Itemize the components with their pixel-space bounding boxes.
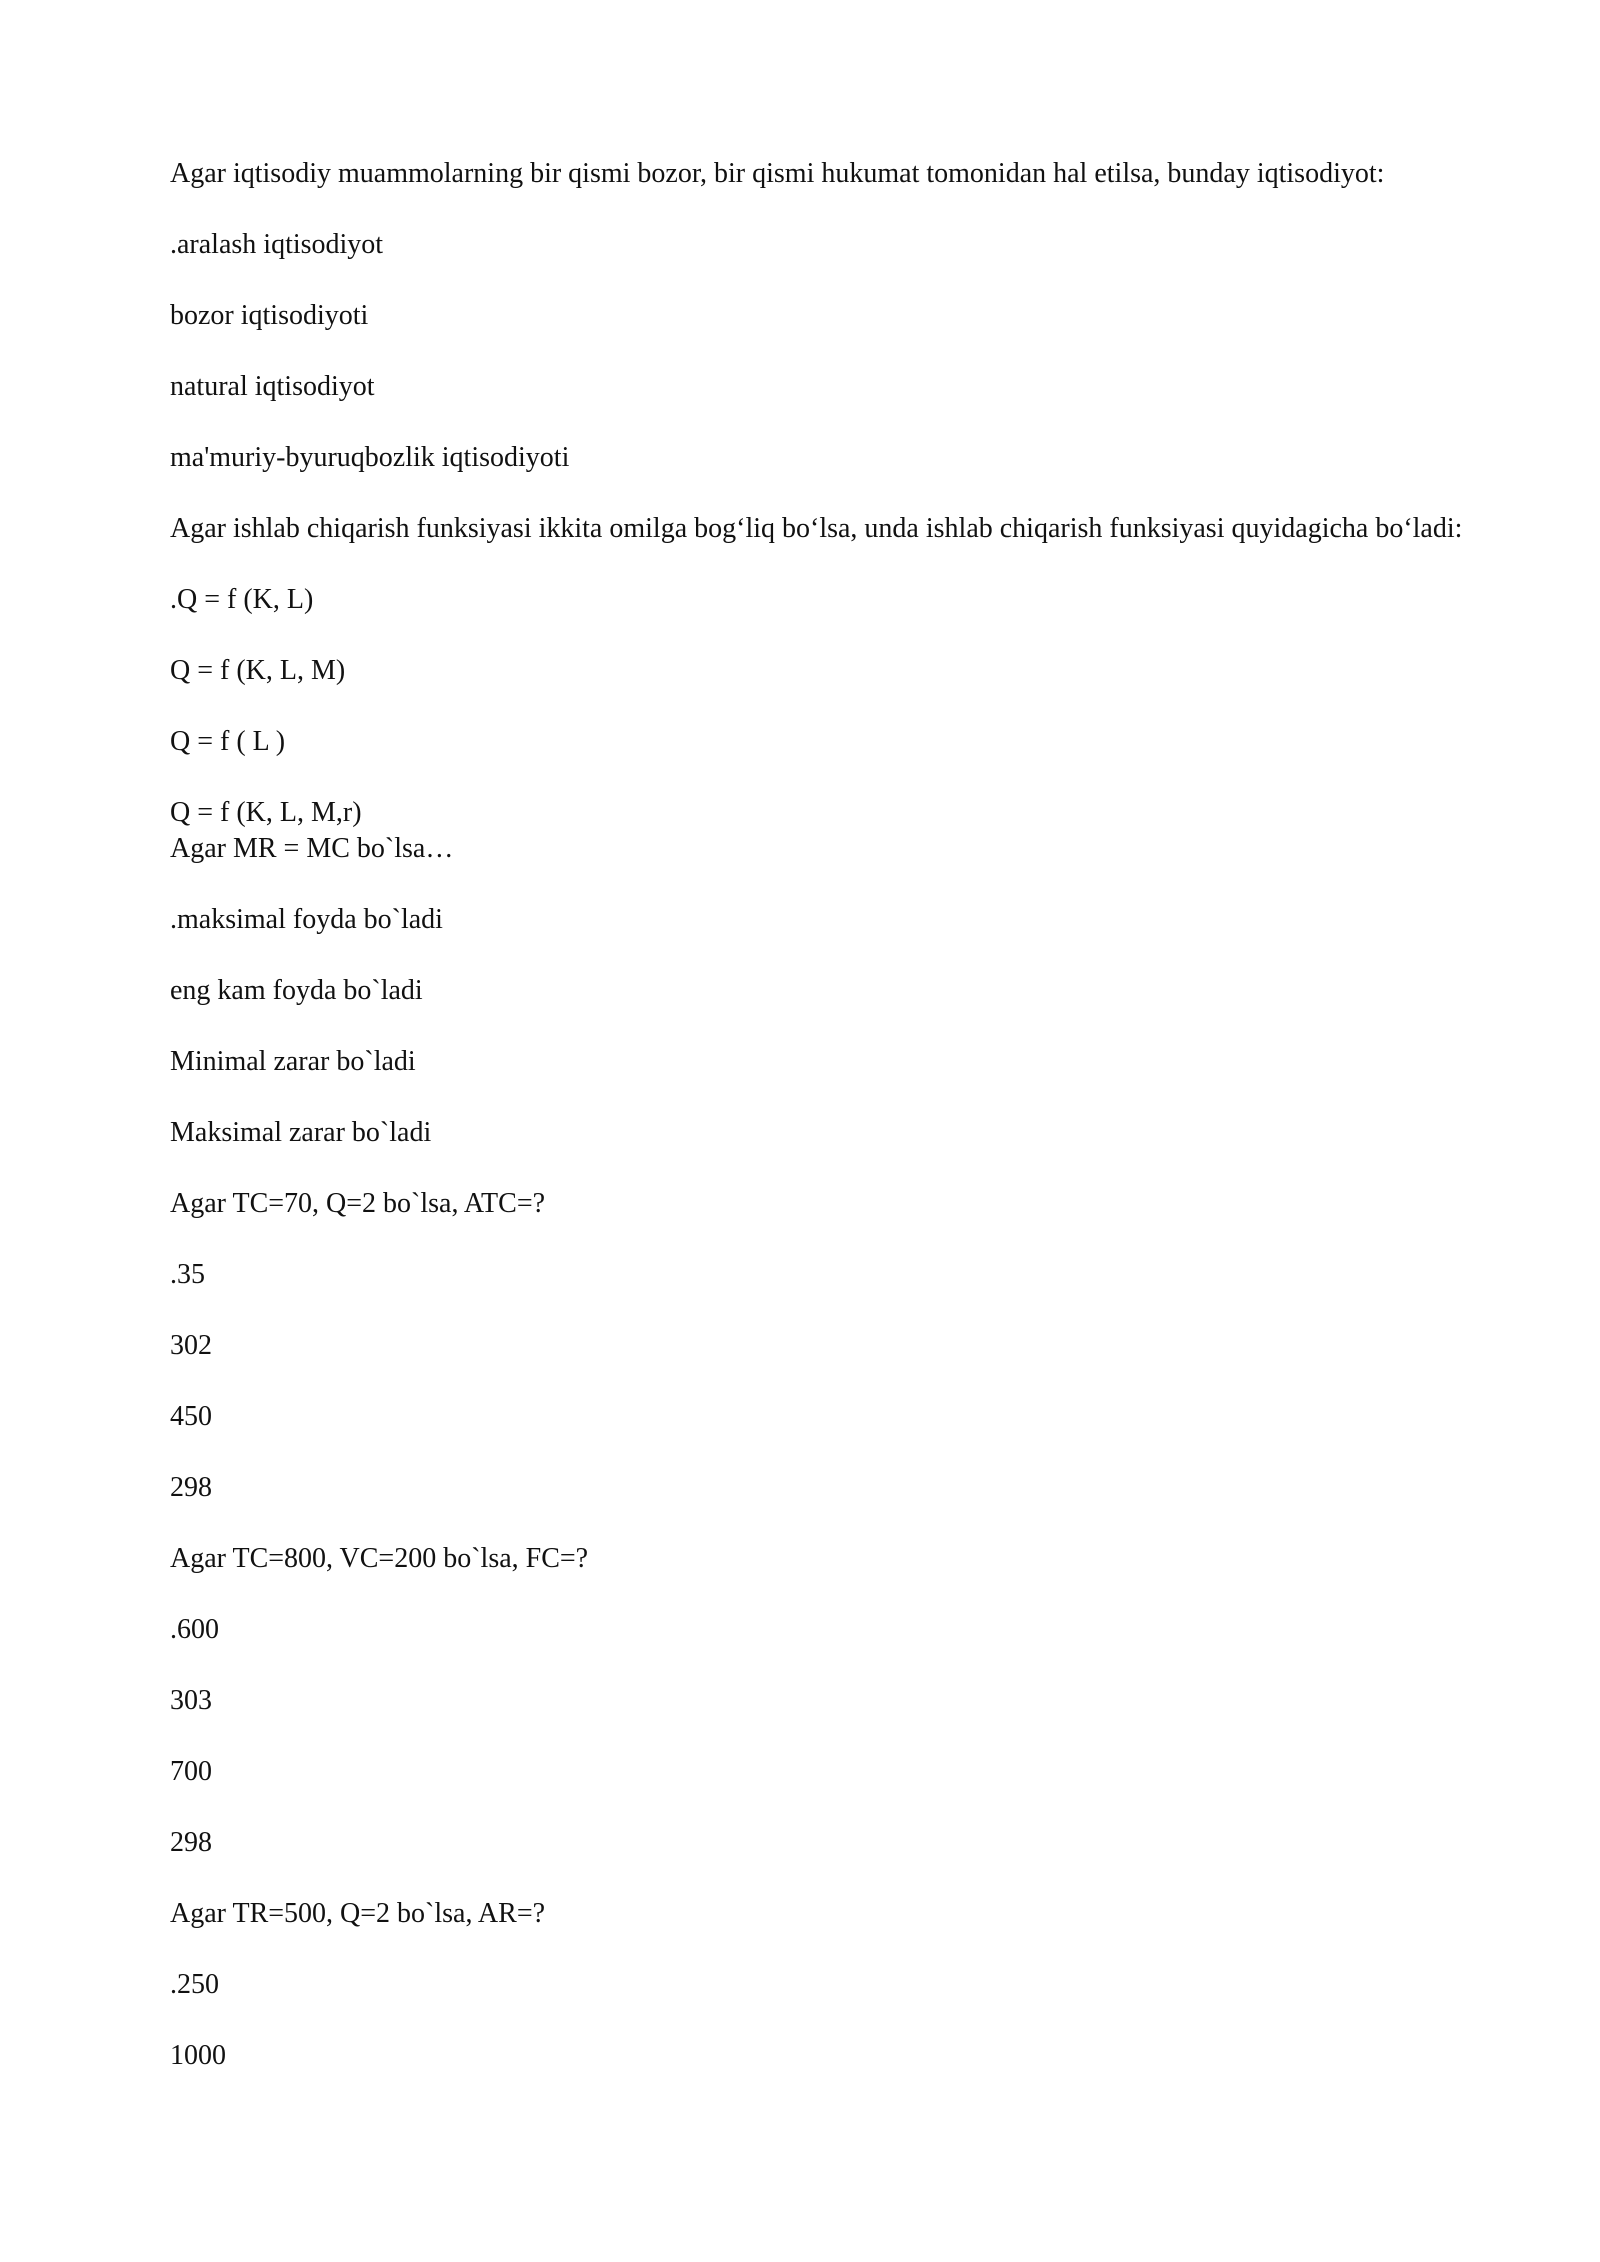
question-3-option-c: Minimal zarar bo`ladi (170, 1046, 416, 1077)
question-1-option-a: .aralash iqtisodiyot (170, 229, 384, 260)
question-1-option-d: ma'muriy-byuruqbozlik iqtisodiyoti (170, 442, 570, 473)
question-1-option-c: natural iqtisodiyot (170, 371, 375, 402)
question-5-option-d: 298 (170, 1827, 212, 1858)
question-3-option-a: .maksimal foyda bo`ladi (170, 904, 443, 935)
question-4-option-b: 302 (170, 1330, 212, 1361)
question-5-option-b: 303 (170, 1685, 212, 1716)
question-5-option-c: 700 (170, 1756, 212, 1787)
document-content (170, 156, 1488, 2074)
question-2-option-d: Q = f (K, L, M,r) (170, 797, 362, 828)
question-3-option-d: Maksimal zarar bo`ladi (170, 1117, 432, 1148)
question-5-text: Agar TC=800, VC=200 bo`lsa, FC=? (170, 1543, 589, 1574)
question-1-text: Agar iqtisodiy muammolarning bir qismi bozor, bir qismi hukumat tomonidan hal etilsa, bunday iqtisodiyot: (170, 158, 1385, 189)
question-3-option-b: eng kam foyda bo`ladi (170, 975, 423, 1006)
question-2-option-b: Q = f (K, L, M) (170, 655, 346, 686)
question-1-option-b: bozor iqtisodiyoti (170, 300, 369, 331)
question-6-option-b: 1000 (170, 2040, 226, 2071)
question-2-option-c: Q = f ( L ) (170, 726, 286, 757)
question-6-text: Agar TR=500, Q=2 bo`lsa, AR=? (170, 1898, 546, 1929)
question-5-option-a: .600 (170, 1614, 219, 1645)
question-2-text: Agar ishlab chiqarish funksiyasi ikkita omilga bog‘liq bo‘lsa, unda ishlab chiqarish funksiyasi quyidagicha bo‘ladi: (170, 513, 1463, 544)
question-4-option-d: 298 (170, 1472, 212, 1503)
question-4-text: Agar TC=70, Q=2 bo`lsa, ATC=? (170, 1188, 546, 1219)
question-3-text: Agar MR = MC bo`lsa… (170, 833, 454, 864)
question-6-option-a: .250 (170, 1969, 219, 2000)
question-4-option-c: 450 (170, 1401, 212, 1432)
question-4-option-a: .35 (170, 1259, 205, 1290)
question-2-option-a: .Q = f (K, L) (170, 584, 314, 615)
